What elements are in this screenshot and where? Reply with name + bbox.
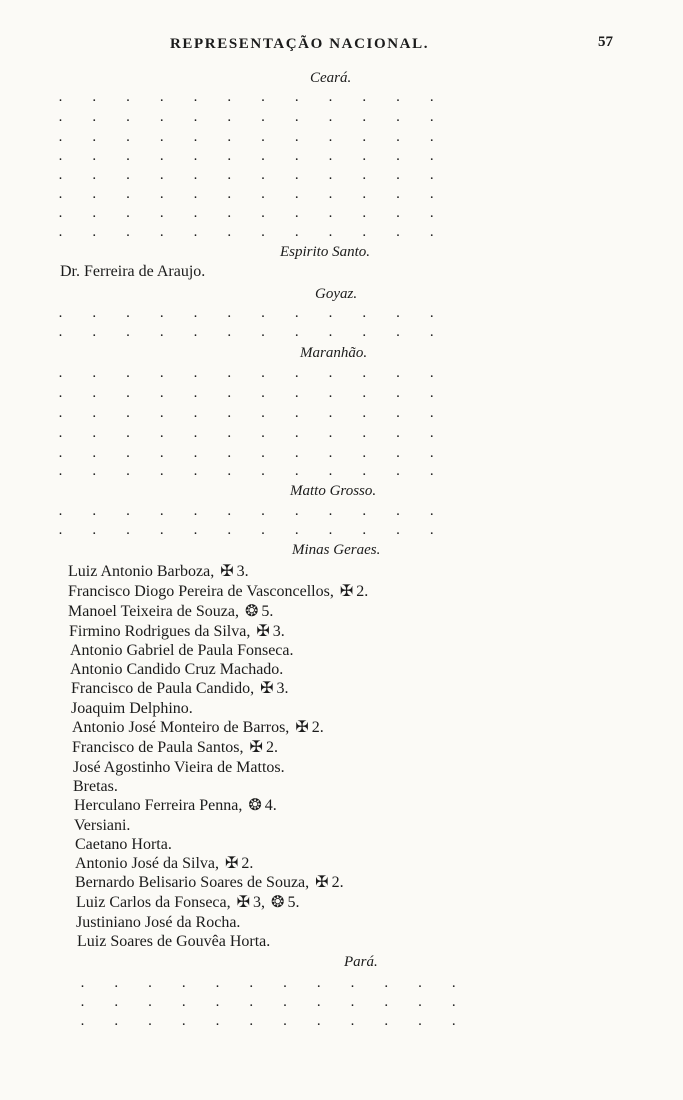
section-heading-para: Pará. bbox=[344, 954, 378, 970]
member-line bbox=[70, 662, 283, 678]
member-line bbox=[75, 837, 172, 853]
decoration-grade: 2. bbox=[331, 874, 344, 891]
section-heading-maranhao: Maranhão. bbox=[300, 345, 368, 361]
dot-row: · · · · · · · · · · · · bbox=[58, 449, 447, 465]
order-cross-icon: ✠ bbox=[315, 874, 329, 891]
section-heading-espirito-santo: Espirito Santo. bbox=[280, 244, 371, 260]
running-title: REPRESENTAÇÃO NACIONAL. bbox=[170, 36, 430, 52]
member-line bbox=[68, 604, 273, 620]
member-line bbox=[76, 895, 299, 911]
section-heading-minas-geraes: Minas Geraes. bbox=[292, 542, 381, 558]
order-cross-icon: ✠ bbox=[260, 680, 274, 697]
order-cross-icon: ✠ bbox=[220, 563, 234, 580]
member-line bbox=[69, 624, 285, 640]
order-cross-icon: ✠ bbox=[249, 739, 263, 756]
member-name: Bretas. bbox=[73, 778, 118, 795]
member-line bbox=[75, 856, 253, 872]
dot-row: · · · · · · · · · · · · bbox=[58, 526, 447, 542]
dot-row: · · · · · · · · · · · · bbox=[58, 133, 447, 149]
decoration-grade: 2. bbox=[311, 719, 324, 736]
order-cross-icon: ✠ bbox=[225, 855, 239, 872]
member-name: Luiz Soares de Gouvêa Horta. bbox=[77, 933, 271, 950]
decoration-grade: 3, bbox=[253, 894, 266, 911]
order-cross-icon: ✠ bbox=[295, 719, 309, 736]
dot-row: · · · · · · · · · · · · bbox=[58, 190, 447, 206]
member-line bbox=[70, 643, 294, 659]
order-star-icon: ❂ bbox=[248, 797, 262, 814]
dot-row: · · · · · · · · · · · · bbox=[58, 228, 447, 244]
member-line bbox=[74, 798, 277, 814]
decoration-grade: 2. bbox=[356, 583, 369, 600]
dot-row: · · · · · · · · · · · · bbox=[58, 467, 447, 483]
decoration-grade: 2. bbox=[241, 855, 254, 872]
dot-row: · · · · · · · · · · · · bbox=[58, 209, 447, 225]
order-star-icon: ❂ bbox=[244, 603, 259, 620]
member-line bbox=[74, 818, 130, 834]
member-line bbox=[68, 584, 368, 600]
member-name: Luiz Antonio Barboza, bbox=[68, 563, 215, 580]
decoration-grade: 3. bbox=[236, 563, 249, 580]
decoration-grade: 3. bbox=[272, 623, 285, 640]
dot-row: · · · · · · · · · · · · bbox=[80, 1017, 469, 1033]
member-name: José Agostinho Vieira de Mattos. bbox=[73, 759, 285, 776]
dot-row: · · · · · · · · · · · · bbox=[58, 409, 447, 425]
member-name: Antonio José Monteiro de Barros, bbox=[72, 719, 290, 736]
dot-row: · · · · · · · · · · · · bbox=[58, 507, 447, 523]
member-line bbox=[75, 875, 344, 891]
member-name: Francisco Diogo Pereira de Vasconcellos, bbox=[68, 583, 334, 600]
dot-row: · · · · · · · · · · · · bbox=[58, 93, 447, 109]
member-line bbox=[77, 934, 270, 950]
member-line bbox=[73, 760, 285, 776]
member-name: Antonio Gabriel de Paula Fonseca. bbox=[70, 642, 294, 659]
dot-row: · · · · · · · · · · · · bbox=[80, 998, 469, 1014]
order-cross-icon: ✠ bbox=[236, 894, 251, 911]
member-line bbox=[72, 740, 278, 756]
dot-row: · · · · · · · · · · · · bbox=[58, 113, 447, 129]
member-name: Francisco de Paula Candido, bbox=[71, 680, 255, 697]
member-name: Dr. Ferreira de Araujo. bbox=[60, 263, 206, 280]
order-cross-icon: ✠ bbox=[339, 583, 354, 600]
decoration-grade: 5. bbox=[261, 603, 274, 620]
section-heading-matto-grosso: Matto Grosso. bbox=[290, 483, 377, 499]
member-line bbox=[76, 915, 240, 931]
section-heading-goyaz: Goyaz. bbox=[315, 286, 358, 302]
member-name: Caetano Horta. bbox=[75, 836, 172, 853]
decoration-grade: 4. bbox=[264, 797, 277, 814]
decoration-grade: 2. bbox=[265, 739, 278, 756]
member-name: Herculano Ferreira Penna, bbox=[74, 797, 243, 814]
dot-row: · · · · · · · · · · · · bbox=[58, 369, 447, 385]
decoration-grade: 3. bbox=[276, 680, 289, 697]
member-line bbox=[71, 701, 193, 717]
order-cross-icon: ✠ bbox=[256, 623, 270, 640]
member-name: Luiz Carlos da Fonseca, bbox=[76, 894, 231, 911]
dot-row: · · · · · · · · · · · · bbox=[58, 389, 447, 405]
member-line bbox=[71, 681, 288, 697]
member-name: Justiniano José da Rocha. bbox=[76, 914, 241, 931]
member-name: Versiani. bbox=[74, 817, 131, 834]
member-name: Antonio José da Silva, bbox=[75, 855, 219, 872]
member-name: Manoel Teixeira de Souza, bbox=[68, 603, 239, 620]
member-name: Antonio Candido Cruz Machado. bbox=[70, 661, 284, 678]
member-line bbox=[72, 720, 324, 736]
member-name: Joaquim Delphino. bbox=[71, 700, 193, 717]
dot-row: · · · · · · · · · · · · bbox=[58, 152, 447, 168]
dot-row: · · · · · · · · · · · · bbox=[58, 309, 447, 325]
dot-row: · · · · · · · · · · · · bbox=[80, 979, 469, 995]
page-number: 57 bbox=[598, 34, 613, 50]
member-name: Francisco de Paula Santos, bbox=[72, 739, 244, 756]
decoration-grade: 5. bbox=[287, 894, 300, 911]
member-name: Bernardo Belisario Soares de Souza, bbox=[75, 874, 310, 891]
member-line bbox=[73, 779, 118, 795]
dot-row: · · · · · · · · · · · · bbox=[58, 429, 447, 445]
member-name: Firmino Rodrigues da Silva, bbox=[69, 623, 251, 640]
order-star-icon: ❂ bbox=[271, 894, 285, 911]
dot-row: · · · · · · · · · · · · bbox=[58, 171, 447, 187]
member-line bbox=[68, 564, 249, 580]
dot-row: · · · · · · · · · · · · bbox=[58, 328, 447, 344]
section-heading-ceara: Ceará. bbox=[310, 70, 352, 86]
